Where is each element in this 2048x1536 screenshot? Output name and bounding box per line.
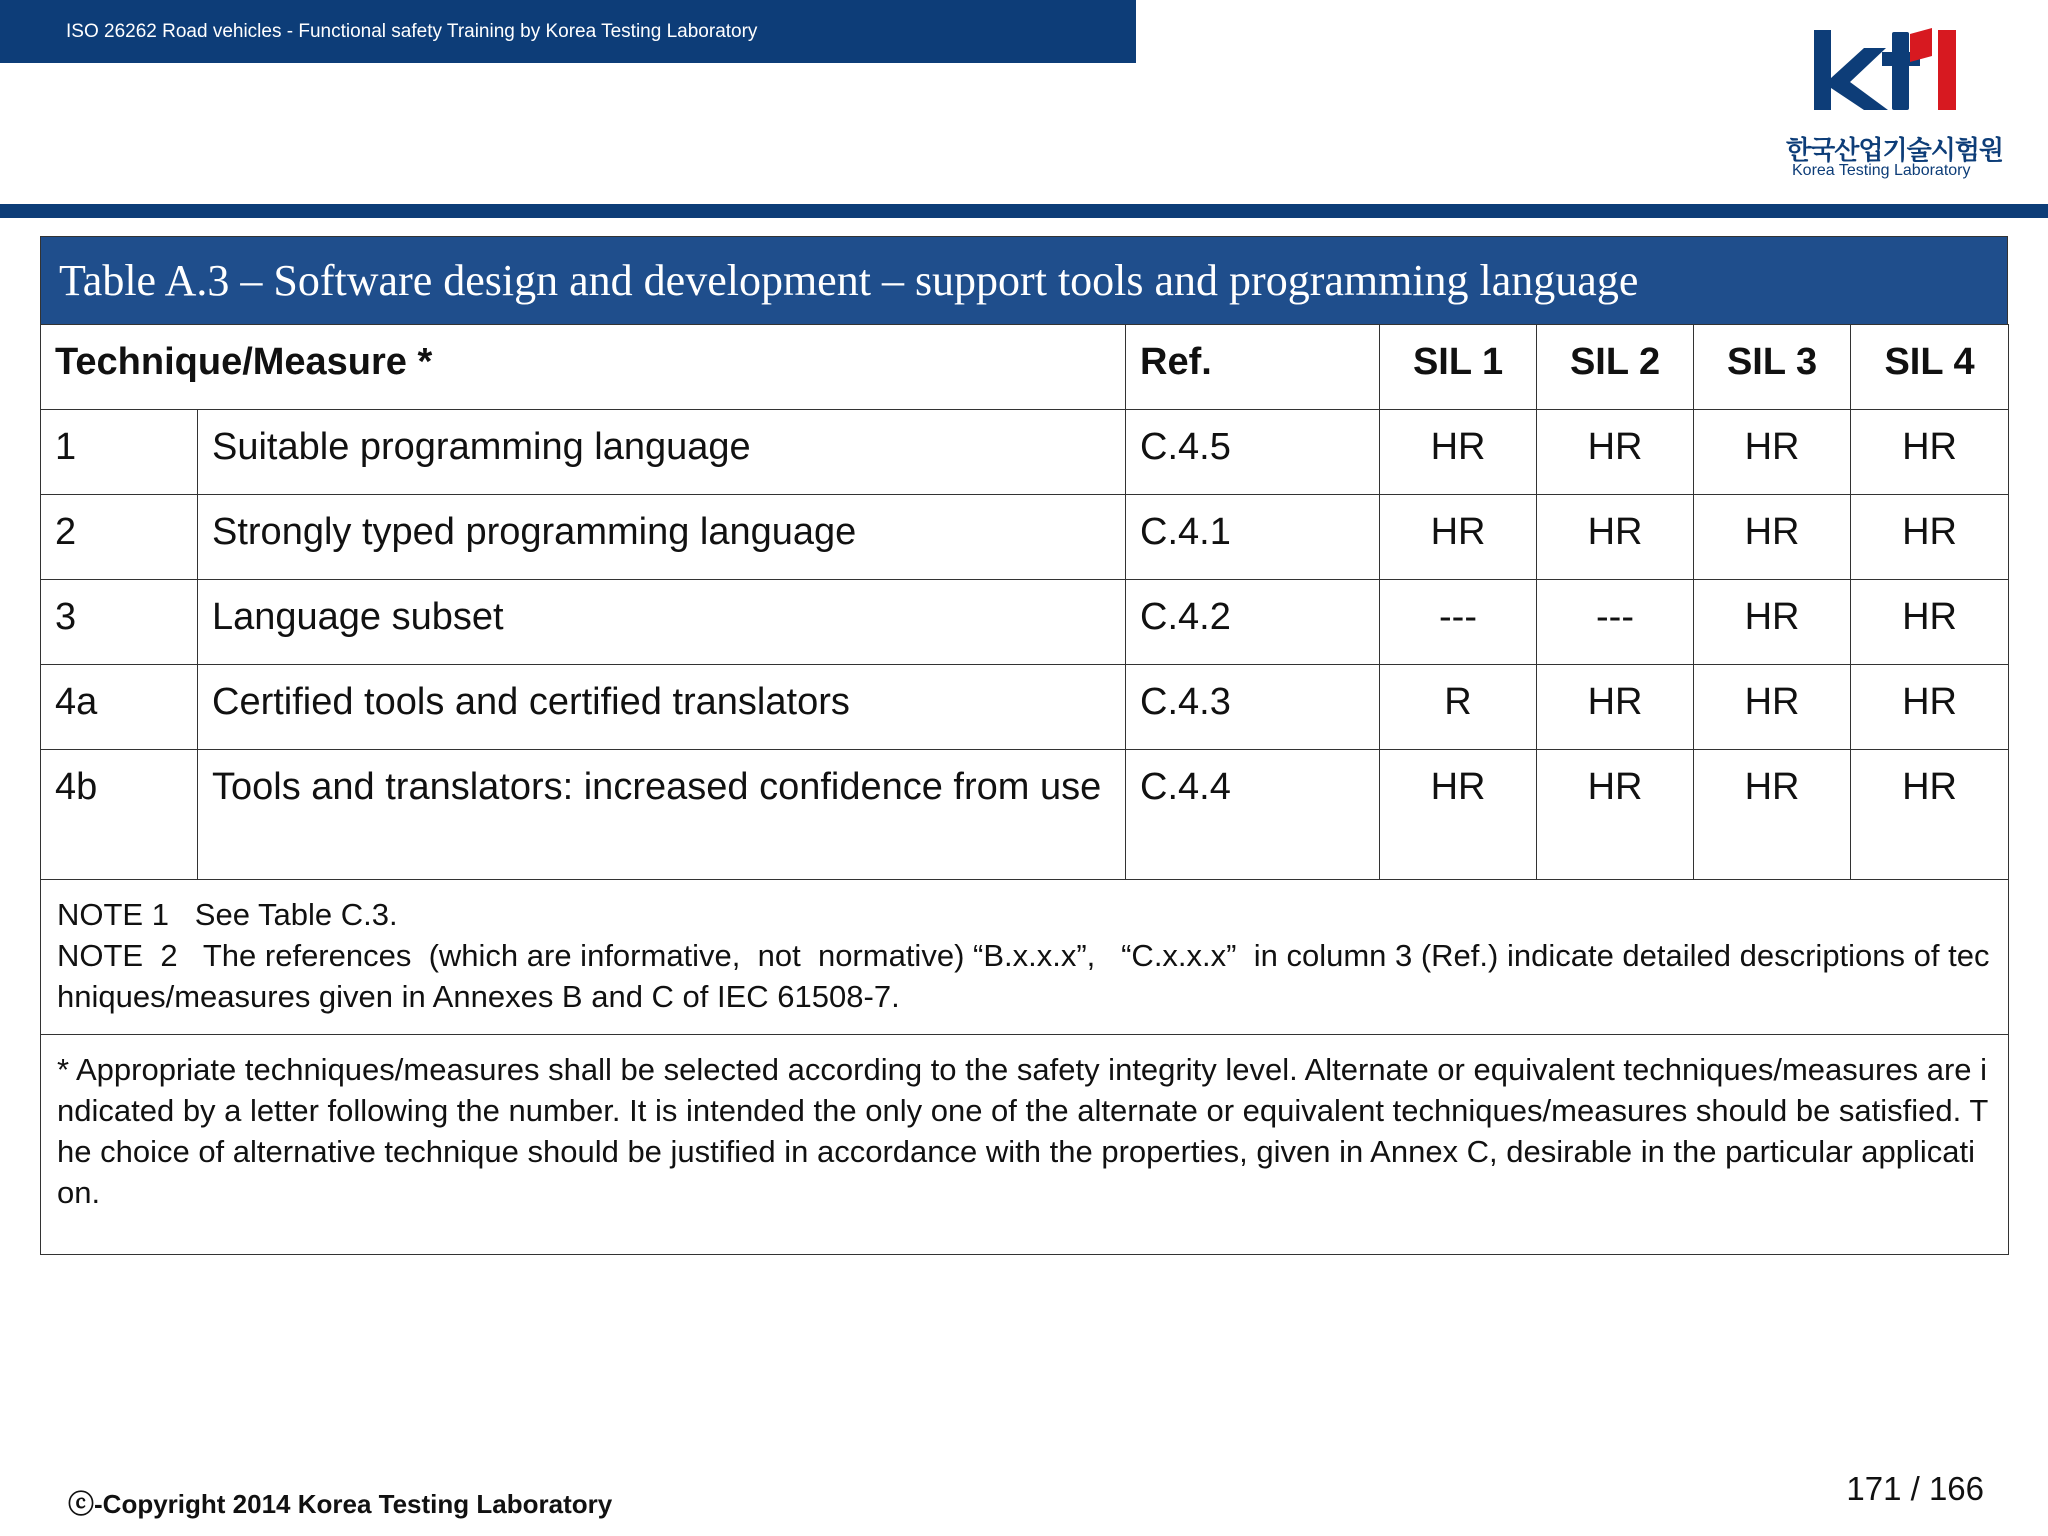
- row-id: 1: [41, 410, 198, 495]
- row-technique: Suitable programming language: [198, 410, 1126, 495]
- row-sil1: HR: [1380, 495, 1537, 580]
- header-sil3: SIL 3: [1694, 325, 1851, 410]
- note-1: NOTE 1 See Table C.3.: [57, 897, 398, 932]
- row-sil1: ---: [1380, 580, 1537, 665]
- notes-cell: [41, 880, 2009, 1035]
- sil-table: [40, 236, 2008, 1255]
- ktl-logo: [1780, 26, 2004, 186]
- row-sil2: HR: [1537, 495, 1694, 580]
- banner-title: ISO 26262 Road vehicles - Functional safety Training by Korea Testing Laboratory: [66, 21, 758, 42]
- row-id: 4b: [41, 750, 198, 880]
- header-sil2: SIL 2: [1537, 325, 1694, 410]
- row-sil2: ---: [1537, 580, 1694, 665]
- footnote-row: [41, 1035, 2009, 1255]
- ktl-logo-mark: [1812, 26, 1962, 114]
- row-sil4: HR: [1851, 750, 2009, 880]
- logo-korean-name: 한국산업기술시험원: [1786, 136, 2004, 166]
- row-technique: Strongly typed programming language: [198, 495, 1126, 580]
- row-sil1: HR: [1380, 750, 1537, 880]
- row-sil3: HR: [1694, 580, 1851, 665]
- header-sil4: SIL 4: [1851, 325, 2009, 410]
- table-row: [41, 665, 2009, 750]
- row-ref: C.4.3: [1126, 665, 1380, 750]
- row-ref: C.4.1: [1126, 495, 1380, 580]
- row-id: 2: [41, 495, 198, 580]
- logo-english-name: Korea Testing Laboratory: [1792, 162, 1971, 179]
- row-id: 3: [41, 580, 198, 665]
- note-2: NOTE 2 The references (which are informative, not normative) “B.x.x.x”, “C.x.x.x” in column 3 (Ref.) indicate detailed descriptions of techniques/measures given in Annexes B and C of IEC 61508-7.: [57, 938, 1990, 1014]
- row-sil3: HR: [1694, 410, 1851, 495]
- header-ref: Ref.: [1126, 325, 1380, 410]
- row-sil3: HR: [1694, 750, 1851, 880]
- header-banner: [0, 0, 1136, 63]
- header-divider: [0, 204, 2048, 218]
- copyright-icon: ⓒ: [68, 1489, 95, 1519]
- row-sil2: HR: [1537, 665, 1694, 750]
- copyright-text: -Copyright 2014 Korea Testing Laboratory: [94, 1489, 613, 1519]
- row-sil4: HR: [1851, 665, 2009, 750]
- row-id: 4a: [41, 665, 198, 750]
- footnote-cell: [41, 1035, 2009, 1255]
- table-row: [41, 580, 2009, 665]
- table-row: [41, 750, 2009, 880]
- copyright-notice: [68, 1484, 612, 1521]
- row-sil4: HR: [1851, 580, 2009, 665]
- technique-table: [40, 324, 2009, 1255]
- row-sil1: HR: [1380, 410, 1537, 495]
- table-row: [41, 495, 2009, 580]
- row-sil4: HR: [1851, 410, 2009, 495]
- row-ref: C.4.5: [1126, 410, 1380, 495]
- notes-row: [41, 880, 2009, 1035]
- row-sil3: HR: [1694, 665, 1851, 750]
- table-title: Table A.3 – Software design and development – support tools and programming language: [40, 236, 2008, 324]
- header-technique: Technique/Measure *: [41, 325, 1126, 410]
- row-sil1: R: [1380, 665, 1537, 750]
- header-sil1: SIL 1: [1380, 325, 1537, 410]
- row-ref: C.4.2: [1126, 580, 1380, 665]
- row-sil4: HR: [1851, 495, 2009, 580]
- page-number: 171 / 166: [1846, 1470, 1984, 1507]
- footnote-text: * Appropriate techniques/measures shall be selected according to the safety integrity level. Alternate or equivalent techniques/measures are indicated by a letter following the number. It is intended the only one of the alternate or equivalent techniques/measures should be satisfied. The choice of alternative technique should be justified in accordance with the properties, given in Annex C, desirable in the particular application.: [57, 1052, 1989, 1210]
- row-ref: C.4.4: [1126, 750, 1380, 880]
- row-technique: Certified tools and certified translators: [198, 665, 1126, 750]
- row-sil2: HR: [1537, 410, 1694, 495]
- row-technique: Language subset: [198, 580, 1126, 665]
- row-technique: Tools and translators: increased confidence from use: [198, 750, 1126, 880]
- table-row: [41, 410, 2009, 495]
- table-header-row: [41, 325, 2009, 410]
- row-sil3: HR: [1694, 495, 1851, 580]
- row-sil2: HR: [1537, 750, 1694, 880]
